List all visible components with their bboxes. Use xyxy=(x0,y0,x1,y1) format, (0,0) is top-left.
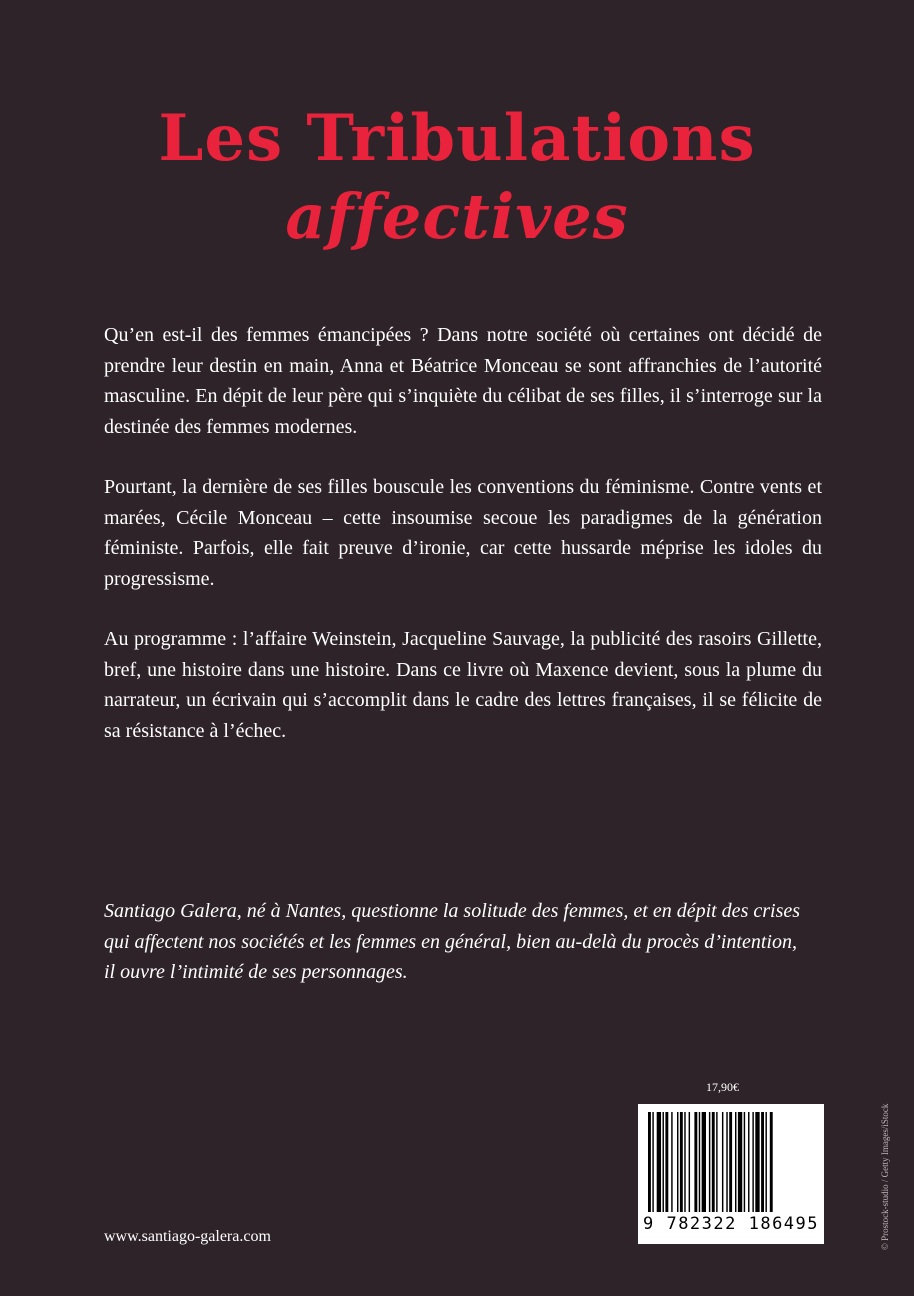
barcode-bar xyxy=(671,1112,672,1212)
barcode-bar xyxy=(726,1112,727,1212)
barcode-bar xyxy=(648,1112,651,1212)
barcode-bar xyxy=(699,1112,700,1212)
barcode-bar xyxy=(735,1112,736,1212)
barcode-bar xyxy=(752,1112,753,1212)
barcode-bar xyxy=(765,1112,766,1212)
synopsis-paragraph-2: Pourtant, la dernière de ses filles bouscule les conventions du féminisme. Contre vents et marées, Cécile Monceau – cette insoumise secoue les paradigmes de la génération féministe. Parfois, elle fait preuve d’ironie, car cette hussarde méprise les idoles du progressisme. xyxy=(104,476,822,590)
author-bio xyxy=(104,896,804,988)
barcode-bar xyxy=(689,1112,690,1212)
barcode-bar xyxy=(761,1112,764,1212)
barcode-bar xyxy=(665,1112,668,1212)
isbn-number: 9 782322 186495 xyxy=(642,1214,820,1234)
barcode-bar xyxy=(770,1112,773,1212)
barcode-bar xyxy=(663,1112,664,1212)
barcode xyxy=(638,1104,824,1244)
price-label: 17,90€ xyxy=(706,1080,739,1094)
barcode-bar xyxy=(702,1112,706,1212)
barcode-bar xyxy=(680,1112,683,1212)
barcode-bar xyxy=(738,1112,742,1212)
barcode-bar xyxy=(677,1112,678,1212)
barcode-bar xyxy=(684,1112,685,1212)
barcode-bar xyxy=(657,1112,661,1212)
synopsis-paragraph-1: Qu’en est-il des femmes émancipées ? Dans notre société où certaines ont décidé de prendre leur destin en main, Anna et Béatrice Monceau se sont affranchies de l’autorité masculine. En dépit de leur père qui s’inquiète du célibat de ses filles, il s’interroge sur la destinée des femmes modernes. xyxy=(104,324,822,438)
barcode-bar xyxy=(748,1112,749,1212)
author-website: www.santiago-galera.com xyxy=(104,1228,271,1245)
barcode-bar xyxy=(712,1112,715,1212)
synopsis-paragraph-3: Au programme : l’affaire Weinstein, Jacqueline Sauvage, la publicité des rasoirs Gillette, bref, une histoire dans une histoire. Dans ce livre où Maxence devient, sous la plume du narrateur, un écrivain qui s’accomplit dans le cadre des lettres françaises, il se félicite de sa résistance à l’échec. xyxy=(104,628,822,742)
barcode-bar xyxy=(716,1112,717,1212)
barcode-bar xyxy=(755,1112,759,1212)
synopsis xyxy=(104,320,822,776)
barcode-bar xyxy=(652,1112,653,1212)
title-line-1: Les Tribulations xyxy=(158,101,756,176)
title-line-2: affectives xyxy=(285,180,629,253)
barcode-bar xyxy=(729,1112,732,1212)
barcode-bar xyxy=(709,1112,710,1212)
barcode-bars xyxy=(646,1112,816,1212)
photo-credit: © Prostock-studio / Getty Images/iStock xyxy=(880,1103,890,1250)
barcode-bar xyxy=(744,1112,745,1212)
author-bio-text: Santiago Galera, né à Nantes, questionne la solitude des femmes, et en dépit des crises qui affectent nos sociétés et les femmes en général, bien au-delà du procès d’intention, il ouvre l’intimité de ses personnages. xyxy=(104,900,801,983)
barcode-bar xyxy=(722,1112,723,1212)
book-title xyxy=(0,100,914,256)
barcode-bar xyxy=(694,1112,697,1212)
